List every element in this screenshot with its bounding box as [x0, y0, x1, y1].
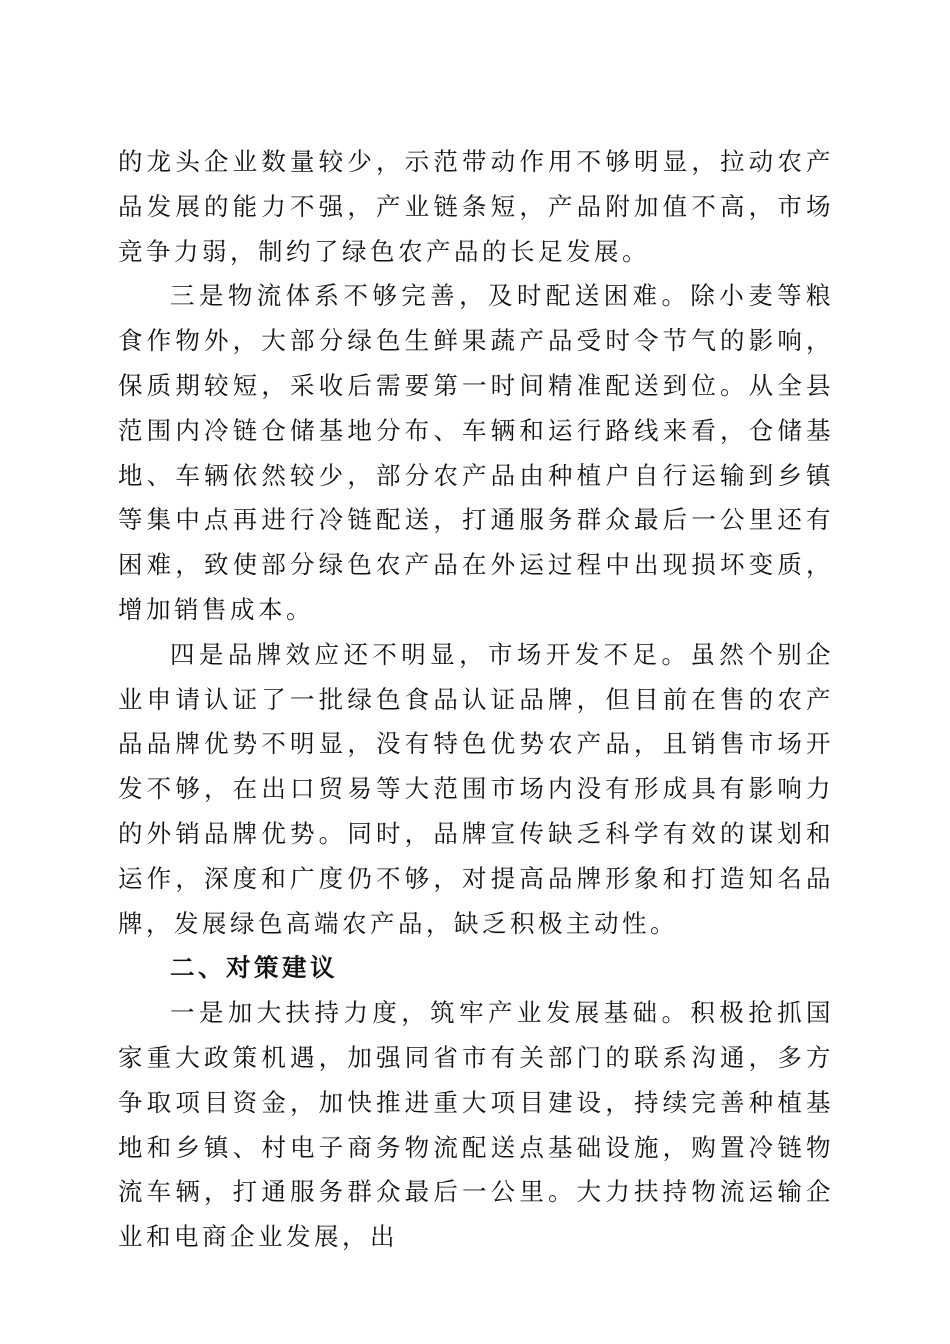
- section-heading: 二、对策建议: [170, 953, 338, 983]
- paragraph-continuation: [118, 140, 834, 274]
- paragraph-logistics: [118, 274, 834, 632]
- paragraph-text: 虽然个别企业申请认证了一批绿色食品认证品牌，但目前在售的农产品品牌优势不明显，没有特色优势农产品，且销售市场开发不够，在出口贸易等大范围市场内没有形成具有影响力的外销品牌优势。同时，品牌宣传缺乏科学有效的谋划和运作，深度和广度仍不够，对提高品牌形象和打造知名品牌，发展绿色高端农产品，缺乏积极主动性。: [118, 639, 835, 938]
- paragraph-lead: 三是物流体系不够完善，及时配送困难。: [170, 281, 691, 311]
- document-page: [118, 140, 834, 1260]
- paragraph-lead: 四是品牌效应还不明显，市场开发不足。: [170, 639, 691, 669]
- paragraph-text: 的龙头企业数量较少，示范带动作用不够明显，拉动农产品发展的能力不强，产业链条短，产品附加值不高，市场竞争力弱，制约了绿色农产品的长足发展。: [118, 147, 834, 266]
- paragraph-lead: 一是加大扶持力度，筑牢产业发展基础。: [170, 998, 691, 1028]
- paragraph-support: [118, 991, 834, 1260]
- paragraph-brand: [118, 633, 834, 947]
- paragraph-text: 除小麦等粮食作物外，大部分绿色生鲜果蔬产品受时令节气的影响，保质期较短，采收后需要第一时间精准配送到位。从全县范围内冷链仓储基地分布、车辆和运行路线来看，仓储基地、车辆依然较少，部分农产品由种植户自行运输到乡镇等集中点再进行冷链配送，打通服务群众最后一公里还有困难，致使部分绿色农产品在外运过程中出现损坏变质，增加销售成本。: [118, 281, 835, 624]
- paragraph-text: 积极抢抓国家重大政策机遇，加强同省市有关部门的联系沟通，多方争取项目资金，加快推进重大项目建设，持续完善种植基地和乡镇、村电子商务物流配送点基础设施，购置冷链物流车辆，打通服务群众最后一公里。大力扶持物流运输企业和电商企业发展，出: [118, 998, 835, 1252]
